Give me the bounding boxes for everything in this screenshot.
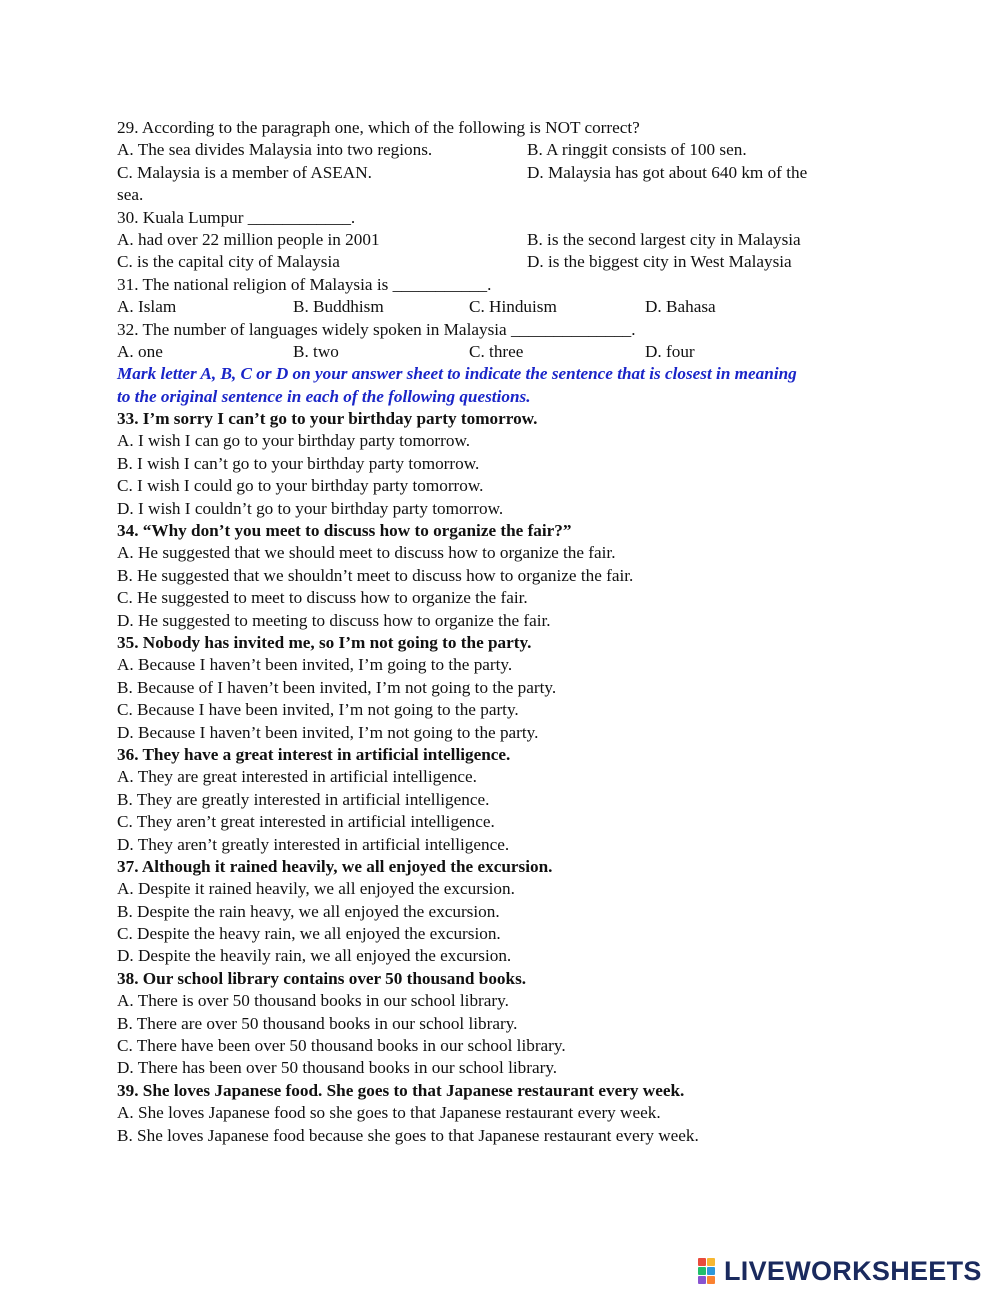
question-32-stem: 32. The number of languages widely spoken in Malaysia ______________. — [117, 319, 636, 339]
option-29-b: B. A ringgit consists of 100 sen. — [527, 140, 747, 160]
question-29-stem: 29. According to the paragraph one, which of the following is NOT correct? — [117, 118, 640, 137]
option-38-c: C. There have been over 50 thousand books in our school library. — [117, 1036, 566, 1056]
question-29-options-row-1 — [117, 139, 897, 161]
question-34-stem: 34. “Why don’t you meet to discuss how to organize the fair?” — [117, 521, 572, 541]
question-38-stem: 38. Our school library contains over 50 thousand books. — [117, 968, 527, 988]
option-32-a: A. one — [117, 341, 163, 361]
option-29-c: C. Malaysia is a member of ASEAN. — [117, 162, 372, 182]
option-35-a: A. Because I haven’t been invited, I’m going to the party. — [117, 655, 513, 675]
liveworksheets-logo-text: LIVEWORKSHEETS — [724, 1255, 982, 1286]
question-36-stem: 36. They have a great interest in artificial intelligence. — [117, 744, 511, 764]
option-29-d: D. Malaysia has got about 640 km of the — [527, 162, 808, 182]
option-34-c: C. He suggested to meet to discuss how to organize the fair. — [117, 588, 528, 608]
option-39-b: B. She loves Japanese food because she goes to that Japanese restaurant every week. — [117, 1125, 699, 1145]
option-32-d: D. four — [645, 341, 695, 361]
question-33-stem: 33. I’m sorry I can’t go to your birthday party tomorrow. — [117, 409, 538, 429]
option-35-d: D. Because I haven’t been invited, I’m not going to the party. — [117, 722, 539, 742]
option-34-b: B. He suggested that we shouldn’t meet to discuss how to organize the fair. — [117, 565, 634, 585]
section-instruction-line-2: to the original sentence in each of the following questions. — [117, 386, 531, 406]
question-29-options-row-2 — [117, 162, 897, 184]
question-30-stem: 30. Kuala Lumpur ____________. — [117, 207, 356, 227]
option-34-d: D. He suggested to meeting to discuss how to organize the fair. — [117, 610, 551, 630]
option-39-a: A. She loves Japanese food so she goes to that Japanese restaurant every week. — [117, 1103, 661, 1123]
option-33-c: C. I wish I could go to your birthday party tomorrow. — [117, 476, 484, 496]
option-38-b: B. There are over 50 thousand books in our school library. — [117, 1013, 518, 1033]
worksheet-page — [117, 117, 897, 1147]
option-33-d: D. I wish I couldn’t go to your birthday party tomorrow. — [117, 498, 504, 518]
option-30-a: A. had over 22 million people in 2001 — [117, 229, 380, 249]
option-29-a: A. The sea divides Malaysia into two regions. — [117, 140, 433, 160]
option-35-c: C. Because I have been invited, I’m not going to the party. — [117, 700, 519, 720]
question-39-stem: 39. She loves Japanese food. She goes to that Japanese restaurant every week. — [117, 1080, 685, 1100]
option-37-d: D. Despite the heavily rain, we all enjoyed the excursion. — [117, 946, 512, 966]
option-37-a: A. Despite it rained heavily, we all enjoyed the excursion. — [117, 879, 515, 899]
option-36-b: B. They are greatly interested in artificial intelligence. — [117, 789, 490, 809]
liveworksheets-logo-icon — [698, 1258, 720, 1284]
question-31-stem: 31. The national religion of Malaysia is ___________. — [117, 274, 492, 294]
option-32-b: B. two — [293, 341, 339, 361]
option-31-b: B. Buddhism — [293, 297, 384, 317]
option-31-a: A. Islam — [117, 297, 177, 317]
question-35-stem: 35. Nobody has invited me, so I’m not going to the party. — [117, 632, 532, 652]
question-32-options — [117, 341, 897, 363]
option-31-d: D. Bahasa — [645, 297, 716, 317]
option-36-d: D. They aren’t greatly interested in artificial intelligence. — [117, 834, 510, 854]
option-35-b: B. Because of I haven’t been invited, I’m not going to the party. — [117, 677, 557, 697]
option-30-b: B. is the second largest city in Malaysia — [527, 229, 801, 249]
option-32-c: C. three — [469, 341, 524, 361]
question-37-stem: 37. Although it rained heavily, we all enjoyed the excursion. — [117, 856, 553, 876]
option-33-a: A. I wish I can go to your birthday party tomorrow. — [117, 431, 471, 451]
option-31-c: C. Hinduism — [469, 297, 557, 317]
option-30-c: C. is the capital city of Malaysia — [117, 252, 340, 272]
option-36-a: A. They are great interested in artificial intelligence. — [117, 767, 477, 787]
option-38-d: D. There has been over 50 thousand books in our school library. — [117, 1058, 558, 1078]
option-34-a: A. He suggested that we should meet to discuss how to organize the fair. — [117, 543, 616, 563]
section-instruction-line-1: Mark letter A, B, C or D on your answer sheet to indicate the sentence that is closest in meaning — [117, 364, 797, 384]
option-38-a: A. There is over 50 thousand books in our school library. — [117, 991, 509, 1011]
option-29-d-continuation: sea. — [117, 185, 144, 205]
option-36-c: C. They aren’t great interested in artificial intelligence. — [117, 812, 495, 832]
option-37-c: C. Despite the heavy rain, we all enjoyed the excursion. — [117, 924, 501, 944]
liveworksheets-logo[interactable] — [698, 1255, 982, 1287]
option-30-d: D. is the biggest city in West Malaysia — [527, 252, 792, 272]
question-30-options-row-1 — [117, 229, 897, 251]
question-30-options-row-2 — [117, 251, 897, 273]
option-37-b: B. Despite the rain heavy, we all enjoyed the excursion. — [117, 901, 500, 921]
option-33-b: B. I wish I can’t go to your birthday party tomorrow. — [117, 453, 480, 473]
question-31-options — [117, 296, 897, 318]
